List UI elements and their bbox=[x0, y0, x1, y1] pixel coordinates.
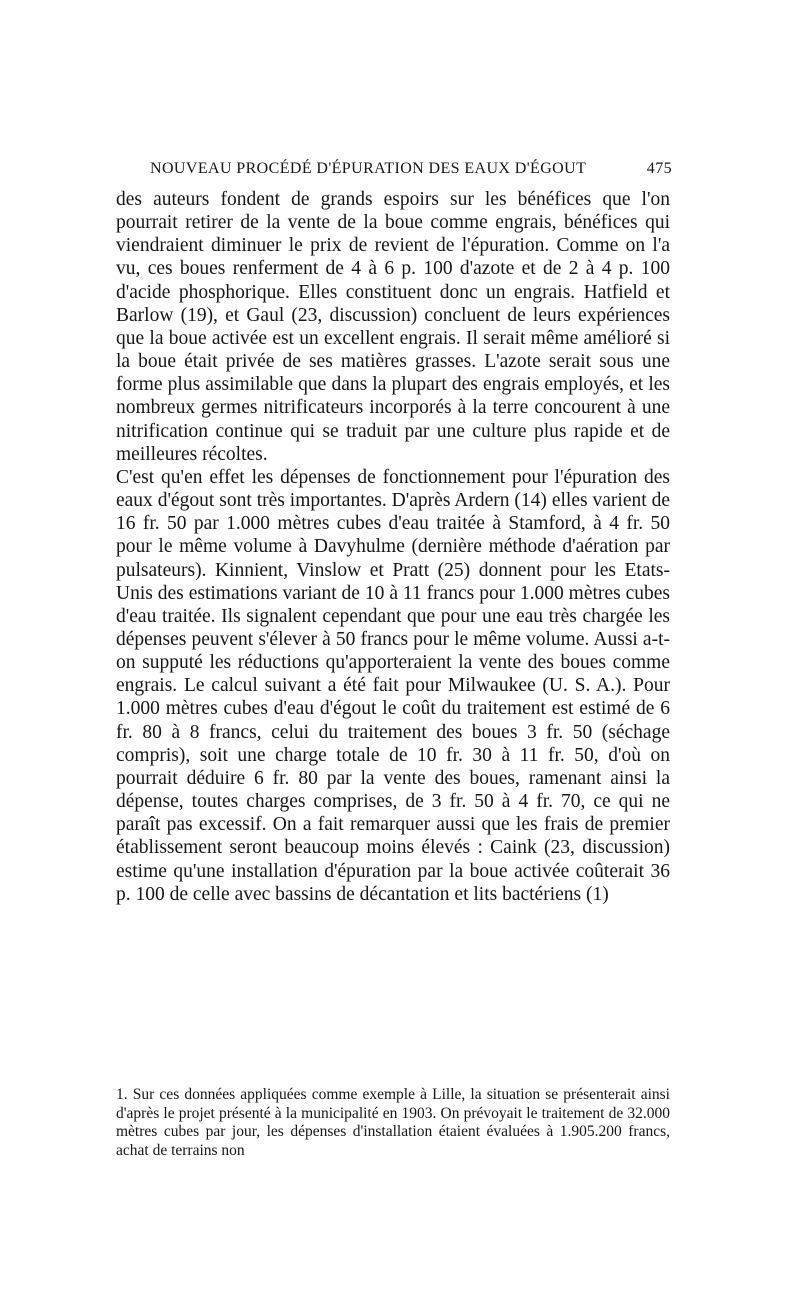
page-number: 475 bbox=[646, 160, 672, 177]
paragraph-1: des auteurs fondent de grands espoirs sur les bénéfices que l'on pourrait retirer de la vente de la boue comme engrais, bénéfices qui viendraient diminuer le prix de revient de l'épuration. Comme on l'a vu, ces boues renferment de 4 à 6 p. 100 d'azote et de 2 à 4 p. 100 d'acide phosphorique. Elles constituent donc un engrais. Hatfield et Barlow (19), et Gaul (23, discussion) concluent de leurs expériences que la boue activée est un excellent engrais. Il serait même amélioré si la boue était privée de ses matières grasses. L'azote serait sous une forme plus assimilable que dans la plupart des engrais employés, et les nombreux germes nitrificateurs incorporés à la terre concourent à une nitrification continue qui se traduit par une culture plus rapide et de meilleures récoltes. bbox=[116, 189, 670, 465]
running-header bbox=[150, 160, 672, 180]
footnote-text: 1. Sur ces données appliquées comme exemple à Lille, la situation se présenterait ainsi d'après le projet présenté à la municipalité en 1903. On prévoyait le traitement de 32.000 mètres cubes par jour, les dépenses d'installation étaient évaluées à 1.905.200 francs, achat de terrains non bbox=[116, 1086, 670, 1159]
footnote bbox=[116, 1086, 670, 1160]
body-text bbox=[116, 188, 670, 906]
running-title: NOUVEAU PROCÉDÉ D'ÉPURATION DES EAUX D'ÉGOUT bbox=[150, 160, 587, 177]
paragraph-2: C'est qu'en effet les dépenses de fonctionnement pour l'épuration des eaux d'égout sont très importantes. D'après Ardern (14) elles varient de 16 fr. 50 par 1.000 mètres cubes d'eau traitée à Stamford, à 4 fr. 50 pour le même volume à Davyhulme (dernière méthode d'aération par pulsateurs). Kinnient, Vinslow et Pratt (25) donnent pour les Etats-Unis des estimations variant de 10 à 11 francs pour 1.000 mètres cubes d'eau traitée. Ils signalent cependant que pour une eau très chargée les dépenses peuvent s'élever à 50 francs pour le même volume. Aussi a-t-on supputé les réductions qu'apporteraient la vente des boues comme engrais. Le calcul suivant a été fait pour Milwaukee (U. S. A.). Pour 1.000 mètres cubes d'eau d'égout le coût du traitement est estimé de 6 fr. 80 à 8 francs, celui du traitement des boues 3 fr. 50 (séchage compris), soit une charge totale de 10 fr. 30 à 11 fr. 50, d'où on pourrait déduire 6 fr. 80 par la vente des boues, ramenant ainsi la dépense, toutes charges comprises, de 3 fr. 50 à 4 fr. 70, ce qui ne paraît pas excessif. On a fait remarquer aussi que les frais de premier établissement seront beaucoup moins élevés : Caink (23, discussion) estime qu'une installation d'épuration par la boue activée coûterait 36 p. 100 de celle avec bassins de décantation et lits bactériens (1) bbox=[116, 466, 670, 905]
